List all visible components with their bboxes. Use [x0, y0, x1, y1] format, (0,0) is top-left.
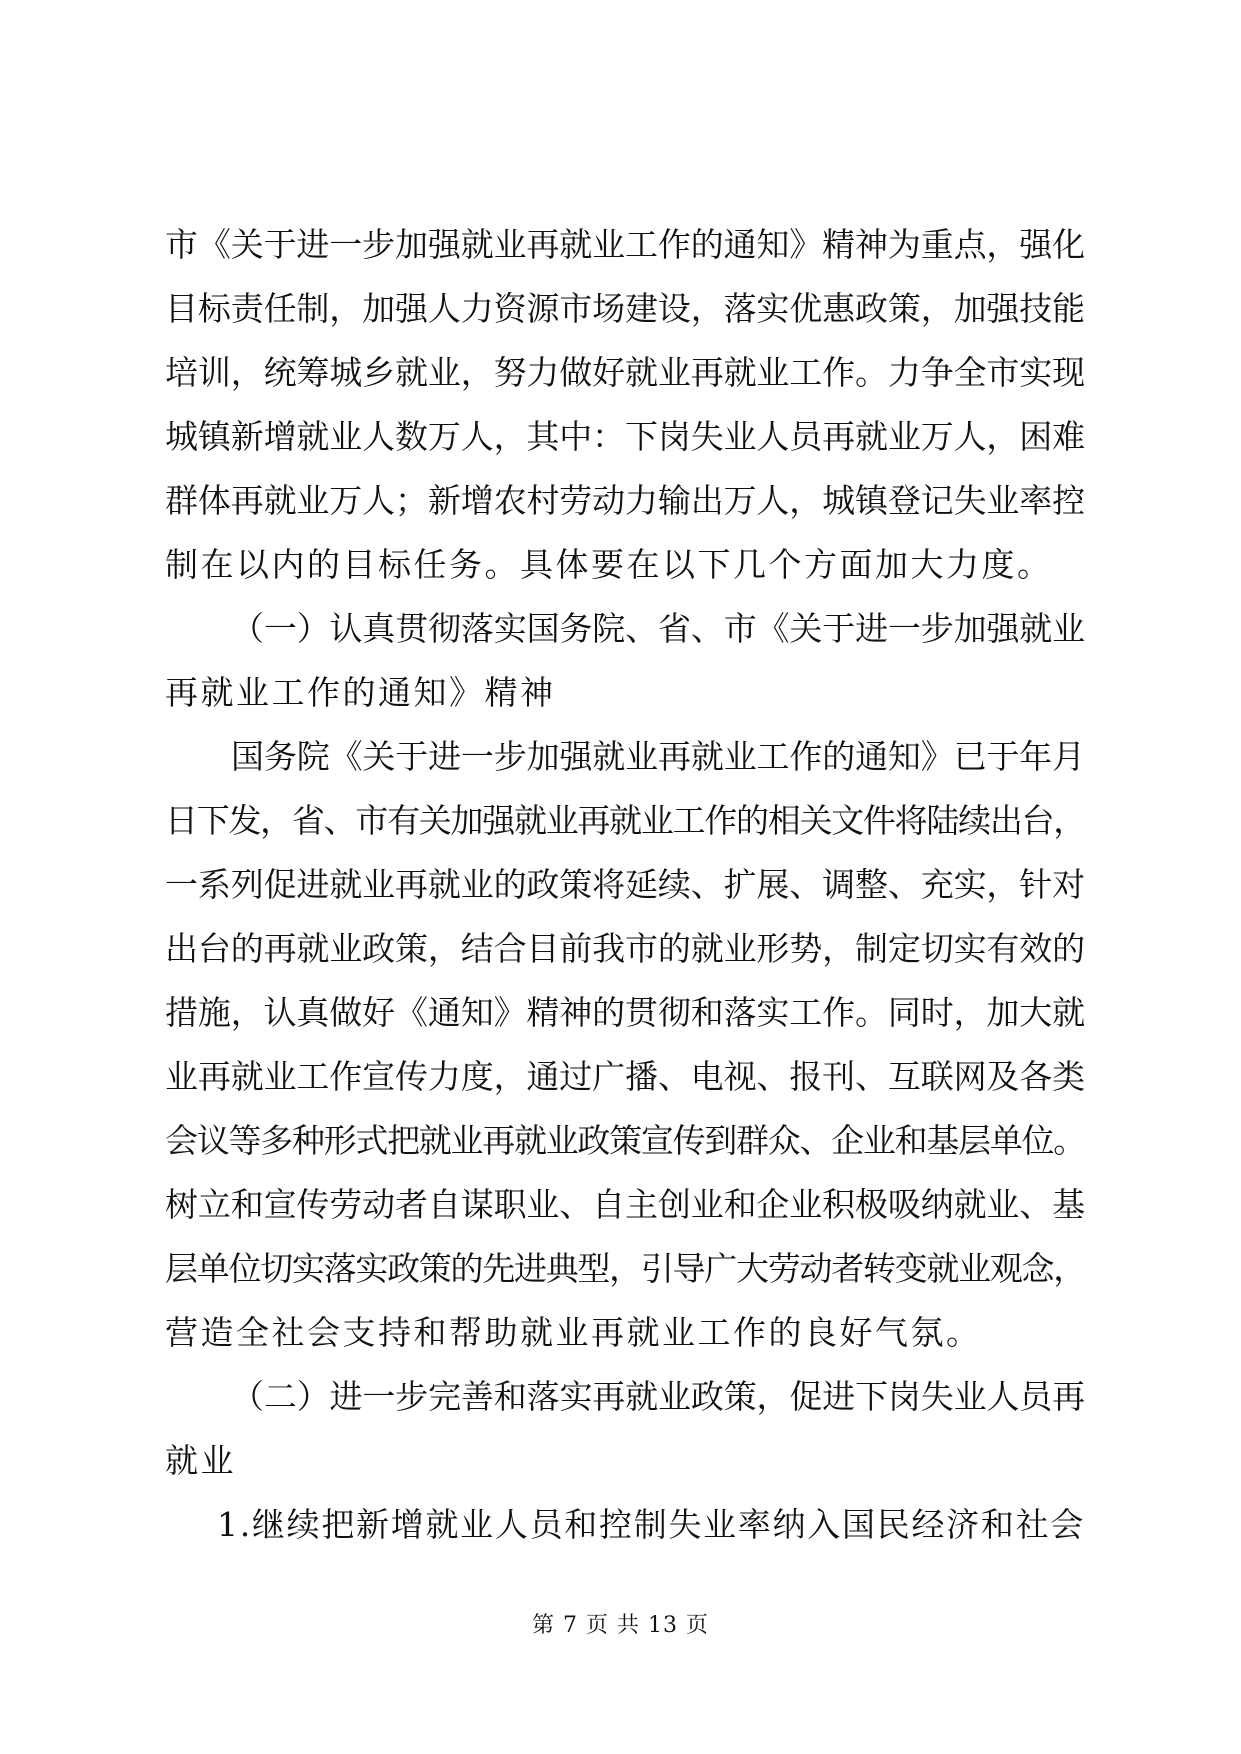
text-line: 会议等多种形式把就业再就业政策宣传到群众、企业和基层单位。: [165, 1121, 1086, 1160]
text-line: 城镇新增就业人数万人，其中：下岗失业人员再就业万人，困难: [165, 417, 1086, 456]
text-line: 制在以内的目标任务。具体要在以下几个方面加大力度。: [165, 545, 1053, 584]
text-line: 营造全社会支持和帮助就业再就业工作的良好气氛。: [165, 1313, 982, 1352]
text-line: 层单位切实落实政策的先进典型，引导广大劳动者转变就业观念，: [165, 1249, 1086, 1288]
text-line: 日下发，省、市有关加强就业再就业工作的相关文件将陆续出台，: [165, 801, 1086, 840]
text-line: 树立和宣传劳动者自谋职业、自主创业和企业积极吸纳就业、基: [165, 1185, 1086, 1224]
section-heading-1-cont: 再就业工作的通知》精神: [165, 673, 556, 712]
section-heading-2-cont: 就业: [165, 1441, 236, 1480]
text-line: 群体再就业万人；新增农村劳动力输出万人，城镇登记失业率控: [165, 481, 1086, 520]
text-line: 国务院《关于进一步加强就业再就业工作的通知》已于年月: [231, 737, 1086, 776]
text-line: 出台的再就业政策，结合目前我市的就业形势，制定切实有效的: [165, 929, 1086, 968]
numbered-item: 1.继续把新增就业人员和控制失业率纳入国民经济和社会: [217, 1505, 1085, 1544]
section-heading-1: （一）认真贯彻落实国务院、省、市《关于进一步加强就业: [231, 609, 1086, 648]
page-footer: 第 7 页 共 13 页: [532, 1613, 709, 1638]
text-line: 一系列促进就业再就业的政策将延续、扩展、调整、充实，针对: [165, 865, 1086, 904]
text-line: 措施，认真做好《通知》精神的贯彻和落实工作。同时，加大就: [165, 993, 1086, 1032]
section-heading-2: （二）进一步完善和落实再就业政策，促进下岗失业人员再: [231, 1377, 1086, 1416]
text-line: 目标责任制，加强人力资源市场建设，落实优惠政策，加强技能: [165, 289, 1086, 328]
text-line: 市《关于进一步加强就业再就业工作的通知》精神为重点，强化: [165, 225, 1086, 264]
document-body: [165, 225, 1086, 1572]
text-line: 业再就业工作宣传力度，通过广播、电视、报刊、互联网及各类: [165, 1057, 1086, 1096]
text-line: 培训，统筹城乡就业，努力做好就业再就业工作。力争全市实现: [165, 353, 1086, 392]
